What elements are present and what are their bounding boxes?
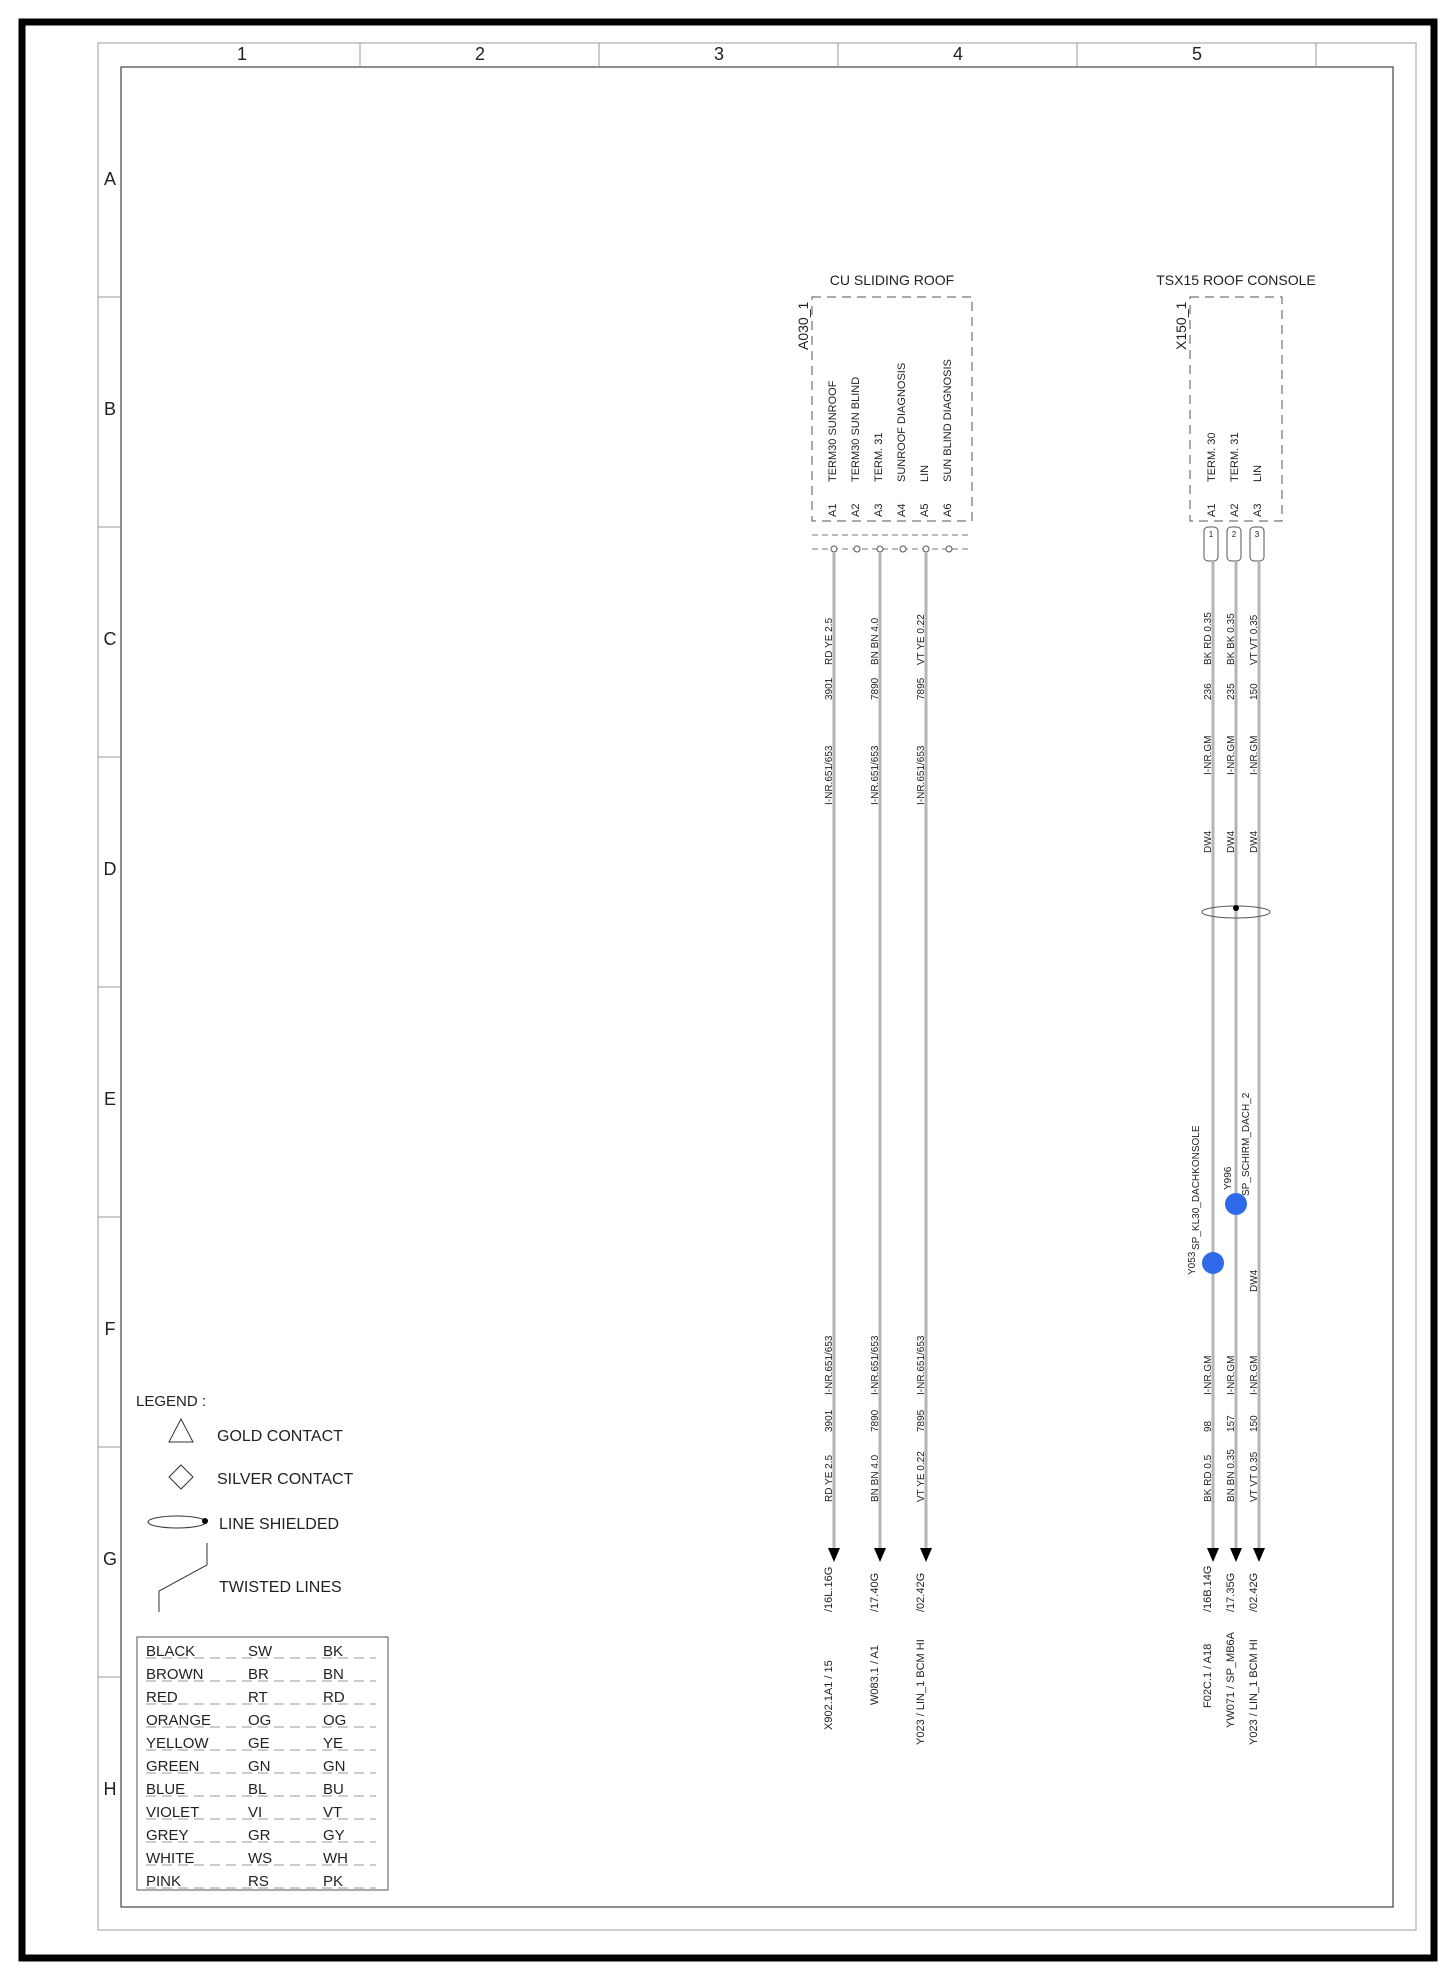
wire-ref: I-NR.GM: [1203, 1355, 1214, 1395]
wire-code: RD YE 2.5: [824, 617, 835, 665]
wire-id: 7895: [916, 1409, 927, 1432]
color-code-en: VT: [323, 1804, 343, 1821]
color-code-en: BU: [323, 1781, 344, 1798]
wire-id: 3901: [824, 677, 835, 700]
column-label: 1: [236, 44, 248, 64]
color-code-en: BN: [323, 1666, 344, 1683]
row-label: E: [103, 1089, 117, 1109]
wire-id: 150: [1249, 683, 1260, 700]
color-name: GREY: [146, 1827, 189, 1844]
pin-name: TERM. 31: [873, 432, 885, 482]
color-code-en: RD: [323, 1689, 345, 1706]
dest-sheet: /17.35G: [1225, 1572, 1237, 1612]
component-id: X150_1: [1173, 301, 1189, 350]
pin-name: SUNROOF DIAGNOSIS: [896, 362, 908, 482]
pin-name: TERM30 SUN BLIND: [850, 376, 862, 482]
wire-id: 3901: [824, 1409, 835, 1432]
row-label: B: [103, 399, 117, 419]
pin-numbers: [1206, 504, 1264, 517]
pin-number: A6: [942, 503, 954, 517]
color-name: VIOLET: [146, 1804, 200, 1821]
legend-title: LEGEND :: [136, 1393, 207, 1410]
color-code-de: SW: [248, 1643, 273, 1660]
pin-names: [1206, 432, 1264, 482]
gold-contact-icon: [169, 1419, 193, 1442]
pin-name: TERM. 30: [1206, 432, 1218, 482]
wire-ref: I-NR.651/653: [870, 745, 881, 805]
component-title: TSX15 ROOF CONSOLE: [1156, 272, 1316, 288]
wire-id: 157: [1226, 1415, 1237, 1432]
pin-number: A1: [1206, 503, 1218, 517]
pin-number: A4: [896, 503, 908, 517]
row-label: H: [103, 1779, 117, 1799]
wire-ref: I-NR.651/653: [916, 1335, 927, 1395]
dest-sheet: /16B.14G: [1202, 1565, 1214, 1612]
wire-id: 235: [1226, 683, 1237, 700]
wire-code: VT YE 0.22: [916, 614, 927, 665]
twist-code: DW4: [1226, 830, 1237, 853]
twisted-lines-icon: [159, 1543, 207, 1612]
wire-ref: I-NR.GM: [1226, 735, 1237, 775]
column-dividers: [360, 43, 1316, 67]
color-name: YELLOW: [146, 1735, 209, 1752]
wire-code: VT VT 0.35: [1249, 614, 1260, 665]
wire-ref: I-NR.GM: [1249, 1355, 1260, 1395]
color-code-de: WS: [248, 1850, 273, 1867]
splice-name: SP_SCHIRM_DACH_2: [1241, 1092, 1252, 1196]
dest-sheet: /16L.16G: [823, 1566, 835, 1612]
dest-name: Y023 / LIN_1 BCM HI: [1248, 1639, 1260, 1745]
column-label: 2: [474, 44, 486, 64]
row-label: D: [103, 859, 117, 879]
pin-name: SUN BLIND DIAGNOSIS: [942, 359, 954, 482]
component-title: CU SLIDING ROOF: [829, 272, 955, 288]
pin-number: A3: [1252, 503, 1264, 517]
color-code-de: GN: [248, 1758, 271, 1775]
twist-code: DW4: [1249, 1269, 1260, 1292]
color-name: BLACK: [146, 1643, 196, 1660]
wire-id: 98: [1203, 1420, 1214, 1432]
wire-code: RD YE 2.5: [824, 1454, 835, 1502]
dest-name: X902.1A1 / 15: [823, 1660, 835, 1730]
shielded-line-icon: [148, 1516, 206, 1528]
color-code-en: YE: [323, 1735, 344, 1752]
component-id: A030_1: [795, 301, 811, 350]
dest-sheet: /02.42G: [915, 1572, 927, 1612]
terminal-number: 2: [1231, 530, 1237, 539]
wire-ref: I-NR.GM: [1226, 1355, 1237, 1395]
wire-id: 7890: [870, 677, 881, 700]
twist-code: DW4: [1203, 830, 1214, 853]
dest-name: W083.1 / A1: [869, 1645, 881, 1705]
terminal-number: 1: [1208, 530, 1214, 539]
wire-id: 236: [1203, 683, 1214, 700]
wire-code: BK RD 0.5: [1203, 1454, 1214, 1502]
color-table-rows: [146, 1643, 376, 1890]
color-code-de: RT: [248, 1689, 268, 1706]
pin-numbers: [827, 504, 954, 517]
wire-code: BK RD 0.35: [1203, 612, 1214, 665]
wire-id: 7890: [870, 1409, 881, 1432]
legend-item: SILVER CONTACT: [217, 1471, 354, 1488]
color-name: BLUE: [146, 1781, 186, 1798]
pin-names: [827, 359, 954, 482]
splice-dot: [1202, 1252, 1224, 1274]
color-code-en: OG: [323, 1712, 347, 1729]
wires: [834, 552, 1259, 1548]
wire-arrows: [828, 1548, 1265, 1562]
color-code-de: GR: [248, 1827, 271, 1844]
grid-border: [98, 43, 1416, 1930]
shield-dot: [1233, 905, 1239, 911]
wire-id: 7895: [916, 677, 927, 700]
color-code-en: WH: [323, 1850, 348, 1867]
dest-name: F02C.1 / A18: [1202, 1643, 1214, 1708]
color-name: WHITE: [146, 1850, 195, 1867]
row-label: C: [103, 629, 117, 649]
splice-id: Y053: [1187, 1251, 1198, 1275]
splice-name: SP_KL30_DACHKONSOLE: [1191, 1125, 1202, 1250]
wire-code: BN BN 0.35: [1226, 1449, 1237, 1502]
legend-item: TWISTED LINES: [219, 1579, 342, 1596]
wire-code: BK BK 0.35: [1226, 613, 1237, 665]
component-box: [1190, 297, 1282, 521]
splice-id: Y996: [1223, 1166, 1234, 1190]
color-code-en: BK: [323, 1643, 344, 1660]
wire-ref: I-NR.651/653: [824, 1335, 835, 1395]
pin-name: LIN: [919, 464, 931, 482]
dest-name: YW071 / SP_MB6A: [1225, 1632, 1237, 1728]
column-label: 3: [713, 44, 725, 64]
outer-frame: [22, 22, 1434, 1958]
component-tsx15-roof-console: [1156, 272, 1315, 561]
color-code-de: RS: [248, 1873, 269, 1890]
color-name: GREEN: [146, 1758, 200, 1775]
color-code-en: GY: [323, 1827, 345, 1844]
legend-item: LINE SHIELDED: [219, 1516, 340, 1533]
color-name: BROWN: [146, 1666, 204, 1683]
twist-code: DW4: [1249, 830, 1260, 853]
wire-code: BN BN 4.0: [870, 1454, 881, 1502]
row-label: A: [103, 169, 117, 189]
color-code-de: GE: [248, 1735, 270, 1752]
wire-code: BN BN 4.0: [870, 617, 881, 665]
row-dividers: [98, 297, 121, 1677]
legend-item: GOLD CONTACT: [217, 1428, 343, 1445]
pin-name: TERM30 SUNROOF: [827, 380, 839, 482]
pin-name: TERM. 31: [1229, 432, 1241, 482]
color-code-de: VI: [248, 1804, 263, 1821]
dest-sheet: /02.42G: [1248, 1572, 1260, 1612]
wire-ref: I-NR.651/653: [824, 745, 835, 805]
wire-ref: I-NR.GM: [1203, 735, 1214, 775]
color-name: PINK: [146, 1873, 182, 1890]
column-label: 4: [952, 44, 964, 64]
color-name: RED: [146, 1689, 178, 1706]
color-code-de: BR: [248, 1666, 269, 1683]
pin-name: LIN: [1252, 464, 1264, 482]
color-code-en: PK: [323, 1873, 344, 1890]
pin-number: A5: [919, 503, 931, 517]
pin-number: A2: [850, 503, 862, 517]
color-name: ORANGE: [146, 1712, 212, 1729]
color-code-en: GN: [323, 1758, 346, 1775]
pin-number: A2: [1229, 503, 1241, 517]
pin-number: A1: [827, 503, 839, 517]
dest-name: Y023 / LIN_1 BCM HI: [915, 1639, 927, 1745]
wire-code: VT VT 0.35: [1249, 1451, 1260, 1502]
wire-id: 150: [1249, 1415, 1260, 1432]
row-label: G: [102, 1549, 118, 1569]
wire-ref: I-NR.GM: [1249, 735, 1260, 775]
column-label: 5: [1191, 44, 1203, 64]
row-label: F: [104, 1319, 116, 1339]
terminal-number: 3: [1254, 530, 1260, 539]
wire-ref: I-NR.651/653: [916, 745, 927, 805]
color-code-de: OG: [248, 1712, 272, 1729]
silver-contact-icon: [169, 1465, 193, 1489]
wire-code: VT YE 0.22: [916, 1451, 927, 1502]
component-cu-sliding-roof: [795, 272, 972, 552]
pin-number: A3: [873, 503, 885, 517]
inner-border: [121, 67, 1393, 1907]
wire-ref: I-NR.651/653: [870, 1335, 881, 1395]
color-code-de: BL: [248, 1781, 267, 1798]
shielded-line-dot: [202, 1518, 208, 1524]
dest-sheet: /17.40G: [869, 1572, 881, 1612]
